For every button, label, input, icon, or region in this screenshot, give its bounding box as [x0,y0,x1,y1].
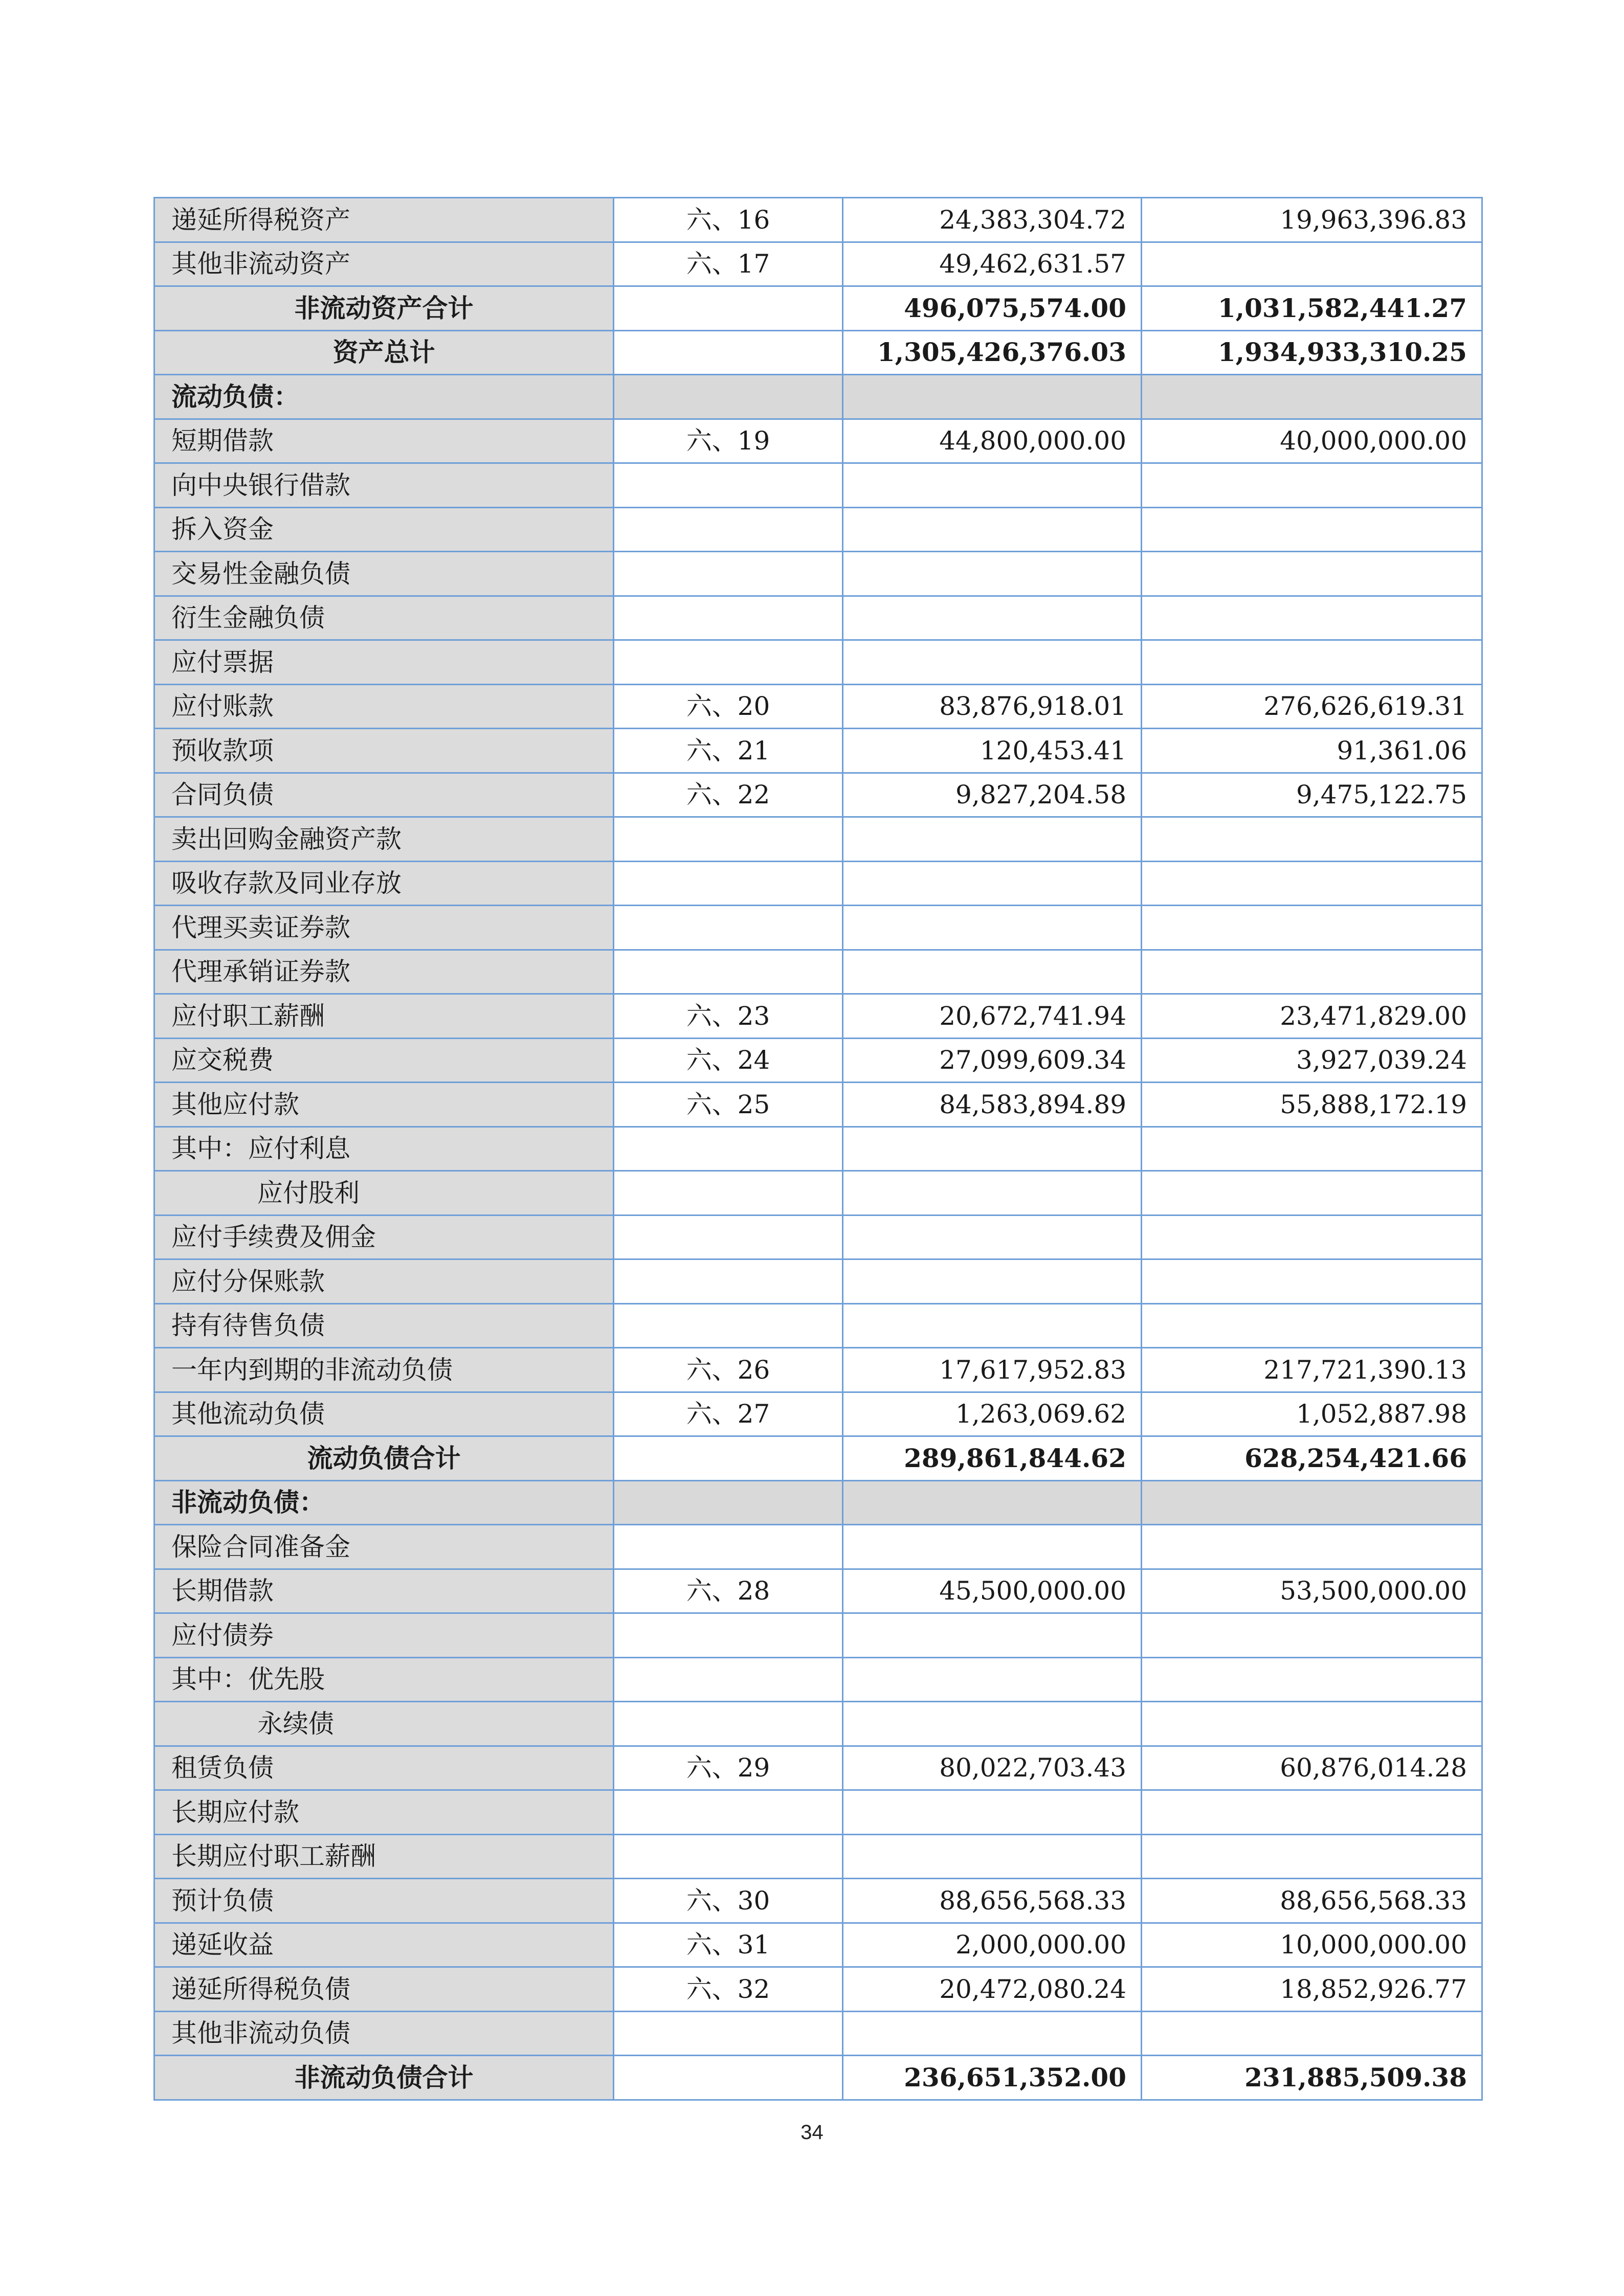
prior-period-amount: 276,626,619.31 [1142,684,1482,729]
table-row [154,1525,1482,1569]
line-item-name: 代理承销证券款 [154,950,614,994]
prior-period-amount: 9,475,122.75 [1142,773,1482,817]
table-row [154,507,1482,552]
balance-sheet-table [153,197,1483,2101]
current-period-amount [843,375,1142,419]
prior-period-amount: 19,963,396.83 [1142,198,1482,242]
prior-period-amount: 231,885,509.38 [1142,2056,1482,2100]
current-period-amount [843,861,1142,906]
note-reference: 六、23 [614,994,843,1039]
line-item-name: 短期借款 [154,419,614,463]
current-period-amount [843,1480,1142,1525]
line-item-name: 应付手续费及佣金 [154,1215,614,1259]
table-row [154,1303,1482,1348]
note-reference: 六、21 [614,729,843,773]
table-row [154,729,1482,773]
line-item-name: 其他流动负债 [154,1392,614,1436]
line-item-name: 其他非流动负债 [154,2011,614,2056]
note-reference: 六、19 [614,419,843,463]
line-item-name: 其中：应付利息 [154,1127,614,1171]
note-reference [614,1790,843,1835]
table-row [154,1348,1482,1392]
line-item-name: 拆入资金 [154,507,614,552]
current-period-amount: 45,500,000.00 [843,1569,1142,1613]
note-reference [614,2056,843,2100]
note-reference [614,1303,843,1348]
current-period-amount [843,1127,1142,1171]
line-item-name: 衍生金融负债 [154,596,614,640]
prior-period-amount [1142,1834,1482,1879]
line-item-name: 其中：优先股 [154,1657,614,1702]
line-item-name: 流动负债合计 [154,1436,614,1481]
prior-period-amount: 1,031,582,441.27 [1142,286,1482,331]
table-row [154,1127,1482,1171]
section-header-row [154,1480,1482,1525]
prior-period-amount [1142,1702,1482,1746]
current-period-amount: 83,876,918.01 [843,684,1142,729]
note-reference [614,1525,843,1569]
current-period-amount [843,950,1142,994]
note-reference: 六、32 [614,1967,843,2012]
note-reference: 六、31 [614,1923,843,1967]
prior-period-amount [1142,1127,1482,1171]
table-row [154,1967,1482,2012]
line-item-name: 应付股利 [154,1171,614,1215]
current-period-amount [843,596,1142,640]
line-item-name: 应付债券 [154,1613,614,1658]
current-period-amount [843,1303,1142,1348]
prior-period-amount [1142,596,1482,640]
current-period-amount: 80,022,703.43 [843,1746,1142,1790]
table-row [154,1215,1482,1259]
current-period-amount [843,1525,1142,1569]
table-row [154,1613,1482,1658]
note-reference [614,1834,843,1879]
line-item-name: 其他非流动资产 [154,242,614,286]
prior-period-amount [1142,817,1482,862]
line-item-name: 长期借款 [154,1569,614,1613]
current-period-amount [843,507,1142,552]
note-reference: 六、20 [614,684,843,729]
line-item-name: 递延所得税资产 [154,198,614,242]
table-row [154,463,1482,508]
prior-period-amount [1142,375,1482,419]
note-reference [614,286,843,331]
prior-period-amount [1142,552,1482,596]
current-period-amount: 17,617,952.83 [843,1348,1142,1392]
table-row [154,419,1482,463]
note-reference [614,463,843,508]
table-row [154,1392,1482,1436]
table-row [154,1657,1482,1702]
prior-period-amount [1142,1525,1482,1569]
current-period-amount [843,1702,1142,1746]
line-item-name: 持有待售负债 [154,1303,614,1348]
line-item-name: 应付职工薪酬 [154,994,614,1039]
line-item-name: 预收款项 [154,729,614,773]
note-reference: 六、30 [614,1879,843,1923]
prior-period-amount [1142,242,1482,286]
table-row [154,994,1482,1039]
prior-period-amount [1142,1259,1482,1304]
prior-period-amount: 53,500,000.00 [1142,1569,1482,1613]
current-period-amount [843,640,1142,685]
current-period-amount [843,1790,1142,1835]
line-item-name: 应付账款 [154,684,614,729]
current-period-amount: 1,263,069.62 [843,1392,1142,1436]
prior-period-amount: 10,000,000.00 [1142,1923,1482,1967]
prior-period-amount [1142,1657,1482,1702]
current-period-amount: 496,075,574.00 [843,286,1142,331]
table-row [154,1702,1482,1746]
line-item-name: 非流动负债合计 [154,2056,614,2100]
prior-period-amount: 1,934,933,310.25 [1142,330,1482,375]
line-item-name: 应付票据 [154,640,614,685]
current-period-amount [843,463,1142,508]
prior-period-amount: 628,254,421.66 [1142,1436,1482,1481]
current-period-amount: 20,672,741.94 [843,994,1142,1039]
table-row [154,198,1482,242]
table-row [154,552,1482,596]
note-reference [614,1259,843,1304]
note-reference: 六、17 [614,242,843,286]
line-item-name: 资产总计 [154,330,614,375]
table-row [154,1923,1482,1967]
note-reference [614,861,843,906]
line-item-name: 长期应付职工薪酬 [154,1834,614,1879]
line-item-name: 长期应付款 [154,1790,614,1835]
note-reference [614,950,843,994]
prior-period-amount [1142,1171,1482,1215]
current-period-amount: 236,651,352.00 [843,2056,1142,2100]
note-reference [614,1127,843,1171]
table-row [154,1171,1482,1215]
line-item-name: 非流动负债： [154,1480,614,1525]
note-reference: 六、28 [614,1569,843,1613]
table-row [154,1790,1482,1835]
note-reference [614,1480,843,1525]
line-item-name: 预计负债 [154,1879,614,1923]
line-item-name: 递延所得税负债 [154,1967,614,2012]
prior-period-amount: 1,052,887.98 [1142,1392,1482,1436]
note-reference: 六、29 [614,1746,843,1790]
note-reference [614,330,843,375]
total-row [154,1436,1482,1481]
current-period-amount [843,2011,1142,2056]
line-item-name: 向中央银行借款 [154,463,614,508]
prior-period-amount [1142,861,1482,906]
table-row [154,596,1482,640]
note-reference: 六、25 [614,1083,843,1127]
current-period-amount [843,1834,1142,1879]
prior-period-amount [1142,1790,1482,1835]
current-period-amount: 120,453.41 [843,729,1142,773]
current-period-amount: 49,462,631.57 [843,242,1142,286]
prior-period-amount [1142,1215,1482,1259]
current-period-amount: 27,099,609.34 [843,1038,1142,1083]
note-reference: 六、16 [614,198,843,242]
prior-period-amount: 60,876,014.28 [1142,1746,1482,1790]
current-period-amount: 2,000,000.00 [843,1923,1142,1967]
table-row [154,684,1482,729]
line-item-name: 租赁负债 [154,1746,614,1790]
current-period-amount [843,552,1142,596]
note-reference [614,1215,843,1259]
section-header-row [154,375,1482,419]
total-row [154,2056,1482,2100]
note-reference [614,1657,843,1702]
prior-period-amount [1142,463,1482,508]
table-row [154,1879,1482,1923]
current-period-amount [843,906,1142,950]
note-reference [614,640,843,685]
line-item-name: 永续债 [154,1702,614,1746]
current-period-amount [843,817,1142,862]
current-period-amount: 88,656,568.33 [843,1879,1142,1923]
current-period-amount [843,1171,1142,1215]
line-item-name: 保险合同准备金 [154,1525,614,1569]
line-item-name: 交易性金融负债 [154,552,614,596]
note-reference [614,507,843,552]
note-reference [614,906,843,950]
table-row [154,2011,1482,2056]
current-period-amount: 20,472,080.24 [843,1967,1142,2012]
table-row [154,1746,1482,1790]
balance-sheet-body [154,198,1482,2100]
table-row [154,817,1482,862]
current-period-amount: 84,583,894.89 [843,1083,1142,1127]
line-item-name: 合同负债 [154,773,614,817]
prior-period-amount: 40,000,000.00 [1142,419,1482,463]
line-item-name: 递延收益 [154,1923,614,1967]
note-reference [614,375,843,419]
current-period-amount [843,1215,1142,1259]
note-reference [614,817,843,862]
line-item-name: 其他应付款 [154,1083,614,1127]
prior-period-amount [1142,1303,1482,1348]
table-row [154,950,1482,994]
current-period-amount: 9,827,204.58 [843,773,1142,817]
current-period-amount: 24,383,304.72 [843,198,1142,242]
current-period-amount: 44,800,000.00 [843,419,1142,463]
prior-period-amount: 91,361.06 [1142,729,1482,773]
current-period-amount: 289,861,844.62 [843,1436,1142,1481]
table-row [154,242,1482,286]
note-reference [614,1171,843,1215]
page-number: 34 [800,2121,824,2144]
table-row [154,1569,1482,1613]
current-period-amount [843,1657,1142,1702]
line-item-name: 一年内到期的非流动负债 [154,1348,614,1392]
table-row [154,1083,1482,1127]
note-reference: 六、22 [614,773,843,817]
line-item-name: 非流动资产合计 [154,286,614,331]
prior-period-amount: 18,852,926.77 [1142,1967,1482,2012]
total-row [154,330,1482,375]
note-reference [614,2011,843,2056]
line-item-name: 吸收存款及同业存放 [154,861,614,906]
table-row [154,773,1482,817]
line-item-name: 应付分保账款 [154,1259,614,1304]
note-reference [614,1613,843,1658]
prior-period-amount [1142,2011,1482,2056]
line-item-name: 流动负债： [154,375,614,419]
line-item-name: 代理买卖证券款 [154,906,614,950]
prior-period-amount: 3,927,039.24 [1142,1038,1482,1083]
current-period-amount [843,1259,1142,1304]
prior-period-amount [1142,640,1482,685]
table-row [154,1834,1482,1879]
total-row [154,286,1482,331]
note-reference [614,552,843,596]
table-row [154,1038,1482,1083]
line-item-name: 卖出回购金融资产款 [154,817,614,862]
prior-period-amount: 23,471,829.00 [1142,994,1482,1039]
prior-period-amount: 217,721,390.13 [1142,1348,1482,1392]
prior-period-amount [1142,906,1482,950]
note-reference: 六、27 [614,1392,843,1436]
prior-period-amount [1142,1613,1482,1658]
prior-period-amount [1142,507,1482,552]
table-row [154,861,1482,906]
note-reference [614,1436,843,1481]
table-row [154,640,1482,685]
note-reference [614,1702,843,1746]
table-row [154,906,1482,950]
note-reference: 六、24 [614,1038,843,1083]
current-period-amount: 1,305,426,376.03 [843,330,1142,375]
table-row [154,1259,1482,1304]
current-period-amount [843,1613,1142,1658]
prior-period-amount: 55,888,172.19 [1142,1083,1482,1127]
prior-period-amount: 88,656,568.33 [1142,1879,1482,1923]
note-reference: 六、26 [614,1348,843,1392]
note-reference [614,596,843,640]
line-item-name: 应交税费 [154,1038,614,1083]
prior-period-amount [1142,1480,1482,1525]
prior-period-amount [1142,950,1482,994]
